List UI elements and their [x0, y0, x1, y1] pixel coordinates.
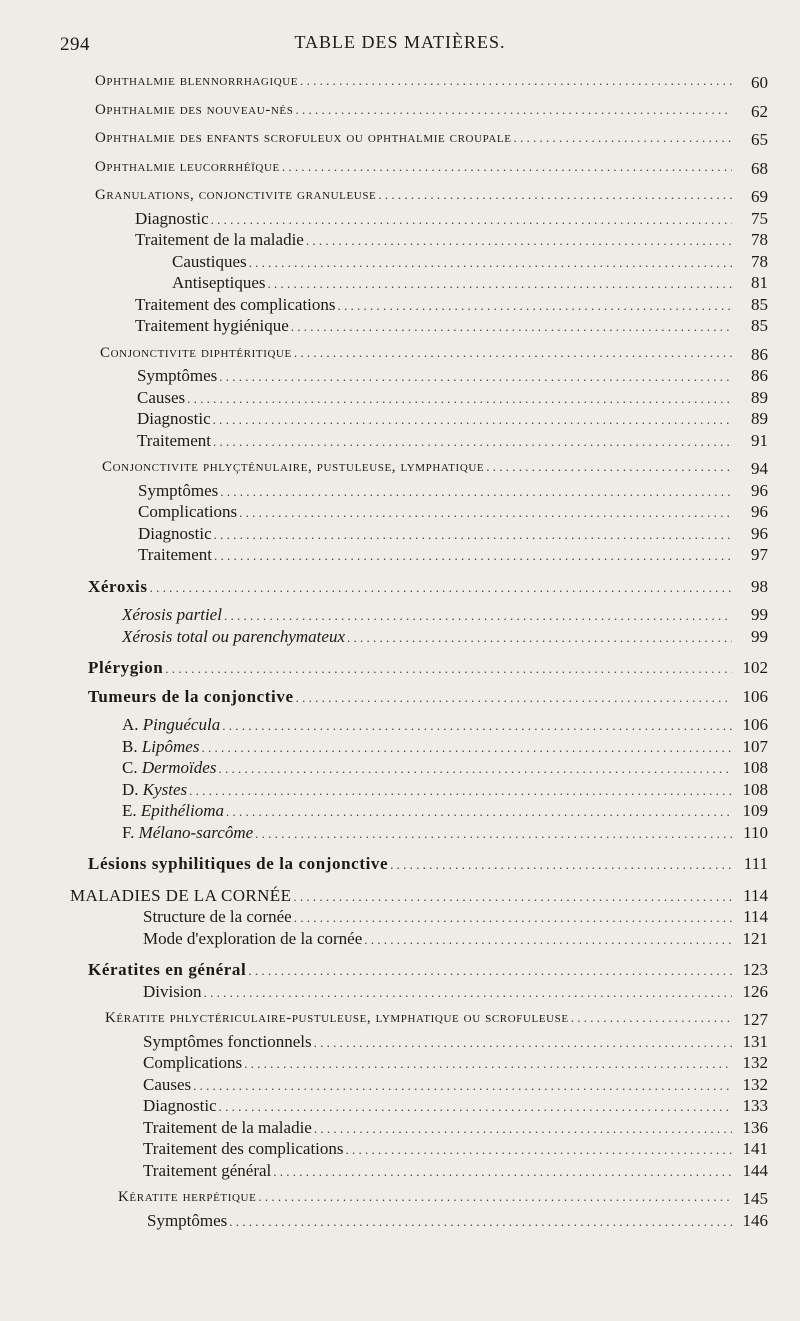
leader-dots — [189, 783, 732, 799]
toc-entry — [0, 230, 800, 252]
toc-entry-label: Traitement — [137, 430, 211, 450]
toc-entry-label: Conjonctivite diphtéritique — [100, 344, 292, 361]
toc-entry — [0, 1139, 800, 1161]
toc-entry — [0, 780, 800, 802]
toc-entry-page: 136 — [742, 1117, 768, 1137]
toc-entry-label: Plérygion — [88, 658, 164, 677]
toc-entry — [0, 658, 800, 680]
toc-entry-page: 99 — [751, 605, 768, 624]
toc-entry-page: 145 — [742, 1189, 768, 1208]
leader-dots — [214, 548, 732, 564]
toc-entry-page: 86 — [751, 366, 768, 385]
toc-entry — [0, 854, 800, 876]
toc-entry-prefix: A. — [122, 715, 139, 734]
toc-entry-page: 86 — [751, 344, 768, 364]
toc-entry-page: 62 — [751, 101, 768, 121]
toc-entry-label: Ophthalmie des nouveau-nés — [95, 101, 294, 118]
toc-entry-page: 111 — [743, 854, 768, 873]
toc-entry-page: 123 — [742, 960, 768, 979]
toc-entry-page: 114 — [743, 885, 768, 905]
toc-entry — [0, 886, 800, 908]
toc-entry-prefix: C. — [122, 758, 138, 777]
toc-entry — [0, 801, 800, 823]
toc-entry-label: Traitement des complications — [135, 294, 336, 314]
toc-entry-prefix: D. — [122, 779, 139, 799]
toc-entry-label: Antiseptiques — [172, 273, 266, 292]
toc-entry-page: 132 — [742, 1053, 768, 1072]
toc-entry-label: Granulations, conjonctivite granuleuse — [95, 187, 377, 203]
toc-entry-page: 126 — [742, 981, 768, 1001]
toc-entry-label: Pinguécula — [142, 715, 221, 734]
leader-dots — [150, 580, 732, 596]
leader-dots — [204, 985, 732, 1001]
leader-dots — [291, 319, 732, 335]
leader-dots — [224, 608, 732, 624]
leader-dots — [244, 1056, 732, 1072]
toc-entry — [0, 273, 800, 295]
toc-entry-page: 108 — [742, 779, 768, 799]
toc-entry-label: Mode d'exploration de la cornée — [143, 928, 363, 948]
toc-entry — [0, 73, 800, 95]
toc-entry — [0, 409, 800, 431]
toc-entry-label: Division — [143, 981, 202, 1001]
toc-entry-page: 89 — [751, 387, 768, 407]
leader-dots — [248, 963, 732, 979]
toc-entry-label: Lésions syphilitiques de la conjonctive — [88, 854, 389, 873]
leader-dots — [222, 718, 732, 734]
leader-dots — [201, 740, 732, 756]
leader-dots — [306, 233, 732, 249]
toc-entry-page: 106 — [742, 686, 768, 706]
toc-entry-page: 96 — [751, 480, 768, 500]
toc-entry-page: 68 — [751, 158, 768, 178]
toc-entry-label: MALADIES DE LA CORNÉE — [70, 885, 292, 905]
toc-entry-prefix: B. — [122, 736, 138, 756]
leader-dots — [239, 505, 732, 521]
toc-entry-page: 114 — [743, 907, 768, 926]
leader-dots — [314, 1121, 732, 1137]
toc-entry-page: 78 — [751, 230, 768, 249]
toc-entry-label: Traitement de la maladie — [135, 230, 304, 249]
leader-dots — [514, 130, 732, 146]
toc-entry-page: 75 — [751, 208, 768, 228]
toc-entry-label: Diagnostic — [135, 208, 209, 228]
toc-entry-label: Xérosis total ou parenchymateux — [122, 626, 346, 646]
leader-dots — [378, 187, 732, 203]
toc-entry — [0, 1053, 800, 1075]
toc-entry-page: 96 — [751, 502, 768, 521]
toc-entry — [0, 929, 800, 951]
toc-entry — [0, 1211, 800, 1233]
toc-entry — [0, 823, 800, 845]
toc-entry — [0, 502, 800, 524]
toc-entry-page: 108 — [742, 758, 768, 777]
toc-entry-label: Complications — [138, 502, 238, 521]
toc-entry-label: Kératite phlyctériculaire-pustuleuse, lymphatique ou scrofuleuse — [105, 1010, 569, 1026]
leader-dots — [213, 434, 732, 450]
toc-entry — [0, 687, 800, 709]
toc-entry-label: Mélano-sarcôme — [138, 822, 254, 842]
toc-entry — [0, 459, 800, 481]
toc-entry — [0, 187, 800, 209]
toc-entry-page: 60 — [751, 73, 768, 92]
leader-dots — [294, 910, 732, 926]
toc-entry-page: 97 — [751, 545, 768, 564]
leader-dots — [214, 527, 732, 543]
toc-entry — [0, 577, 800, 599]
toc-entry-page: 85 — [751, 294, 768, 314]
toc-entry — [0, 1189, 800, 1211]
leader-dots — [187, 391, 732, 407]
leader-dots — [268, 276, 733, 292]
toc-entry-label: Symptômes — [138, 480, 219, 500]
toc-entry-page: 109 — [742, 801, 768, 820]
toc-entry-label: Kystes — [142, 779, 188, 799]
toc-entry-page: 89 — [751, 409, 768, 428]
toc-entry — [0, 627, 800, 649]
toc-entry — [0, 1075, 800, 1097]
toc-entry — [0, 295, 800, 317]
toc-entry-label: Traitement — [138, 545, 212, 564]
toc-entry-label: Diagnostic — [137, 409, 211, 428]
toc-entry — [0, 345, 800, 367]
toc-entry-page: 94 — [751, 459, 768, 478]
toc-entry-page: 65 — [751, 130, 768, 149]
toc-entry-label: Kératites en général — [88, 960, 247, 979]
running-head: TABLE DES MATIÈRES. — [294, 32, 506, 52]
toc-entry-label: Causes — [143, 1074, 192, 1094]
toc-entry — [0, 1118, 800, 1140]
toc-entry — [0, 1010, 800, 1032]
toc-entry — [0, 1161, 800, 1183]
toc-entry — [0, 130, 800, 152]
toc-entry — [0, 524, 800, 546]
leader-dots — [255, 826, 732, 842]
leader-dots — [226, 804, 732, 820]
toc-entry-page: 121 — [742, 928, 768, 948]
toc-entry-page: 127 — [742, 1010, 768, 1029]
leader-dots — [213, 412, 732, 428]
leader-dots — [211, 212, 732, 228]
toc-entry-label: Ophthalmie blennorrhagique — [95, 73, 299, 89]
toc-entry — [0, 252, 800, 274]
toc-entry — [0, 366, 800, 388]
toc-entry-label: Kératite herpétique — [118, 1189, 257, 1205]
leader-dots — [273, 1164, 732, 1180]
toc-entry — [0, 316, 800, 338]
toc-entry-page: 81 — [751, 273, 768, 292]
toc-entry — [0, 431, 800, 453]
toc-entry-page: 106 — [742, 715, 768, 734]
leader-dots — [486, 459, 732, 475]
toc-entry-label: Xéroxis — [88, 576, 148, 596]
toc-entry-prefix: E. — [122, 801, 137, 820]
leader-dots — [347, 630, 732, 646]
toc-entry — [0, 1096, 800, 1118]
toc-entry — [0, 159, 800, 181]
toc-entry — [0, 737, 800, 759]
toc-entry-page: 85 — [751, 316, 768, 335]
toc-entry-label: Symptômes — [147, 1210, 228, 1230]
table-of-contents — [0, 73, 800, 1232]
toc-entry-page: 78 — [751, 251, 768, 271]
leader-dots — [282, 159, 732, 175]
toc-entry-prefix: F. — [122, 822, 135, 842]
leader-dots — [293, 889, 732, 905]
toc-entry-label: Traitement général — [143, 1160, 272, 1180]
toc-entry — [0, 715, 800, 737]
toc-entry-page: 99 — [751, 626, 768, 646]
toc-entry-label: Ophthalmie des enfants scrofuleux ou ophthalmie croupale — [95, 130, 512, 146]
toc-entry-label: Traitement hygiénique — [135, 316, 289, 335]
toc-entry-page: 132 — [742, 1074, 768, 1094]
toc-entry-label: Epithélioma — [140, 801, 224, 820]
leader-dots — [165, 661, 732, 677]
toc-entry-label: Causes — [137, 387, 186, 407]
toc-entry-label: Structure de la cornée — [143, 907, 292, 926]
toc-entry-page: 133 — [742, 1096, 768, 1115]
leader-dots — [249, 255, 732, 271]
toc-entry-page: 102 — [742, 658, 768, 677]
toc-entry — [0, 388, 800, 410]
toc-entry-label: Diagnostic — [143, 1096, 217, 1115]
leader-dots — [364, 932, 732, 948]
toc-entry-page: 98 — [751, 576, 768, 596]
leader-dots — [220, 484, 732, 500]
leader-dots — [294, 345, 732, 361]
toc-entry — [0, 605, 800, 627]
toc-entry-page: 96 — [751, 523, 768, 543]
leader-dots — [296, 690, 732, 706]
toc-entry-label: Conjonctivite phlyçténulaire, pustuleuse, lymphatique — [102, 459, 485, 475]
toc-entry-page: 91 — [751, 430, 768, 450]
toc-entry-page: 146 — [742, 1210, 768, 1230]
toc-entry — [0, 545, 800, 567]
leader-dots — [390, 857, 732, 873]
toc-entry — [0, 102, 800, 124]
toc-entry-label: Dermoïdes — [141, 758, 217, 777]
toc-entry-label: Traitement de la maladie — [143, 1117, 312, 1137]
leader-dots — [258, 1189, 732, 1205]
toc-entry-label: Symptômes fonctionnels — [143, 1031, 312, 1051]
toc-entry — [0, 960, 800, 982]
toc-entry-label: Diagnostic — [138, 523, 212, 543]
toc-entry-label: Symptômes — [137, 366, 218, 385]
toc-entry — [0, 209, 800, 231]
leader-dots — [314, 1035, 732, 1051]
toc-entry-page: 141 — [742, 1139, 768, 1158]
toc-entry — [0, 758, 800, 780]
toc-entry-page: 69 — [751, 187, 768, 206]
leader-dots — [229, 1214, 732, 1230]
leader-dots — [219, 369, 732, 385]
leader-dots — [571, 1010, 732, 1026]
toc-entry — [0, 481, 800, 503]
leader-dots — [193, 1078, 732, 1094]
toc-entry-label: Tumeurs de la conjonctive — [88, 686, 294, 706]
toc-entry-page: 110 — [743, 822, 768, 842]
leader-dots — [218, 761, 732, 777]
toc-entry-label: Xérosis partiel — [122, 605, 222, 624]
leader-dots — [219, 1099, 732, 1115]
toc-entry-page: 131 — [742, 1031, 768, 1051]
toc-entry — [0, 1032, 800, 1054]
toc-entry-label: Traitement des complications — [143, 1139, 344, 1158]
leader-dots — [338, 298, 732, 314]
toc-entry-label: Complications — [143, 1053, 243, 1072]
toc-entry-page: 107 — [742, 736, 768, 756]
leader-dots — [295, 102, 732, 118]
toc-entry-label: Lipômes — [141, 736, 200, 756]
toc-entry-page: 144 — [742, 1160, 768, 1180]
page-number: 294 — [60, 34, 90, 55]
toc-entry-label: Caustiques — [172, 251, 247, 271]
toc-entry-label: Ophthalmie leucorrhéïque — [95, 158, 280, 175]
toc-entry — [0, 982, 800, 1004]
leader-dots — [346, 1142, 732, 1158]
leader-dots — [300, 73, 732, 89]
toc-entry — [0, 907, 800, 929]
